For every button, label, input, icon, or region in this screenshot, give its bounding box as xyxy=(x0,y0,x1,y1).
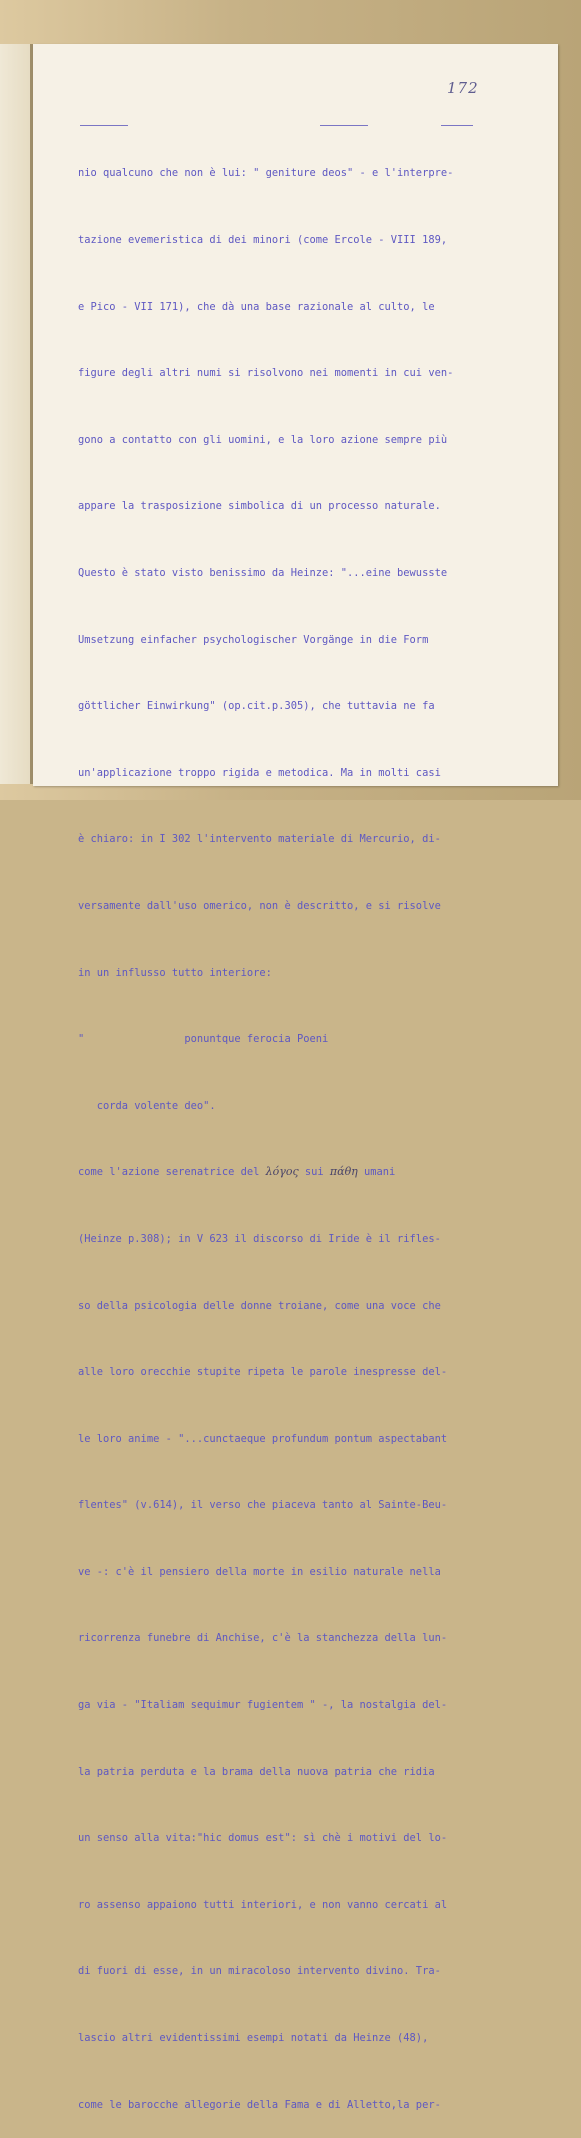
text-line-6: appare la trasposizione simbolica di un processo naturale. xyxy=(78,500,441,513)
text-line-23: ricorrenza funebre di Anchise, c'è la stanchezza della lun- xyxy=(78,1632,448,1645)
text-line-30: come le barocche allegorie della Fama e di Alletto,la per- xyxy=(78,2098,441,2111)
text-line-18: so della psicologia delle donne troiane, come una voce che xyxy=(78,1299,441,1312)
text-line-2: tazione evemeristica di dei minori (come Ercole - VIII 189, xyxy=(78,234,448,246)
text-line-4: figure degli altri numi si risolvono nei momenti in cui ven- xyxy=(78,367,454,380)
page-number: 172 xyxy=(447,79,479,97)
text-line-28: di fuori di esse, in un miracoloso intervento divino. Tra- xyxy=(78,1965,441,1978)
text-line-1: nio qualcuno che non è lui: " geniture deos" - e l'interpre- xyxy=(78,167,454,180)
text-line-21: flentes" (v.614), il verso che piaceva tanto al Sainte-Beu- xyxy=(78,1499,448,1512)
text-line-27: ro assenso appaiono tutti interiori, e non vanno cercati al xyxy=(78,1898,448,1911)
quote-line-2: corda volente deo". xyxy=(78,1099,216,1112)
text-line-10: un'applicazione troppo rigida e metodica. Ma in molti casi xyxy=(78,766,441,779)
text-line-11: è chiaro: in I 302 l'intervento materiale di Mercurio, di- xyxy=(78,833,441,846)
text-line-9: göttlicher Einwirkung" (op.cit.p.305), che tuttavia ne fa xyxy=(78,700,435,713)
text-line-5: gono a contatto con gli uomini, e la loro azione sempre più xyxy=(78,433,448,446)
handwritten-greek-pathe: πάθη xyxy=(329,1165,358,1179)
text-line-29: lascio altri evidentissimi esempi notati da Heinze (48), xyxy=(78,2032,429,2045)
text-line-16: come l'azione serenatrice del λόγος sui πάθη umani xyxy=(78,1165,396,1179)
text-line-7: Questo è stato visto benissimo da Heinze: "...eine bewusste xyxy=(78,566,448,579)
text-line-22: ve -: c'è il pensiero della morte in esilio naturale nella xyxy=(78,1565,441,1578)
text-line-3: e Pico - VII 171), che dà una base razionale al culto, le xyxy=(78,300,435,313)
previous-page-edge xyxy=(0,44,30,784)
text-line-17: (Heinze p.308); in V 623 il discorso di Iride è il rifles- xyxy=(78,1232,441,1245)
text-line-25: la patria perduta e la brama della nuova patria che ridia xyxy=(78,1765,435,1778)
text-line-19: alle loro orecchie stupite ripeta le parole inespresse del- xyxy=(78,1366,448,1379)
handwritten-greek-logos: λόγος xyxy=(265,1165,299,1179)
text-line-12: versamente dall'uso omerico, non è descritto, e si risolve xyxy=(78,899,441,912)
text-line-20: le loro anime - "...cunctaeque profundum pontum aspectabant xyxy=(78,1432,448,1445)
text-line-24: ga via - "Italiam sequimur fugientem " -, la nostalgia del- xyxy=(78,1699,448,1712)
quote-line-1: " ponuntque ferocia Poeni xyxy=(78,1033,329,1046)
text-line-26: un senso alla vita:"hic domus est": sì chè i motivi del lo- xyxy=(78,1832,448,1845)
text-line-8: Umsetzung einfacher psychologischer Vorgänge in die Form xyxy=(78,633,429,646)
text-line-13: in un influsso tutto interiore: xyxy=(78,966,272,979)
body-text xyxy=(78,118,548,2138)
